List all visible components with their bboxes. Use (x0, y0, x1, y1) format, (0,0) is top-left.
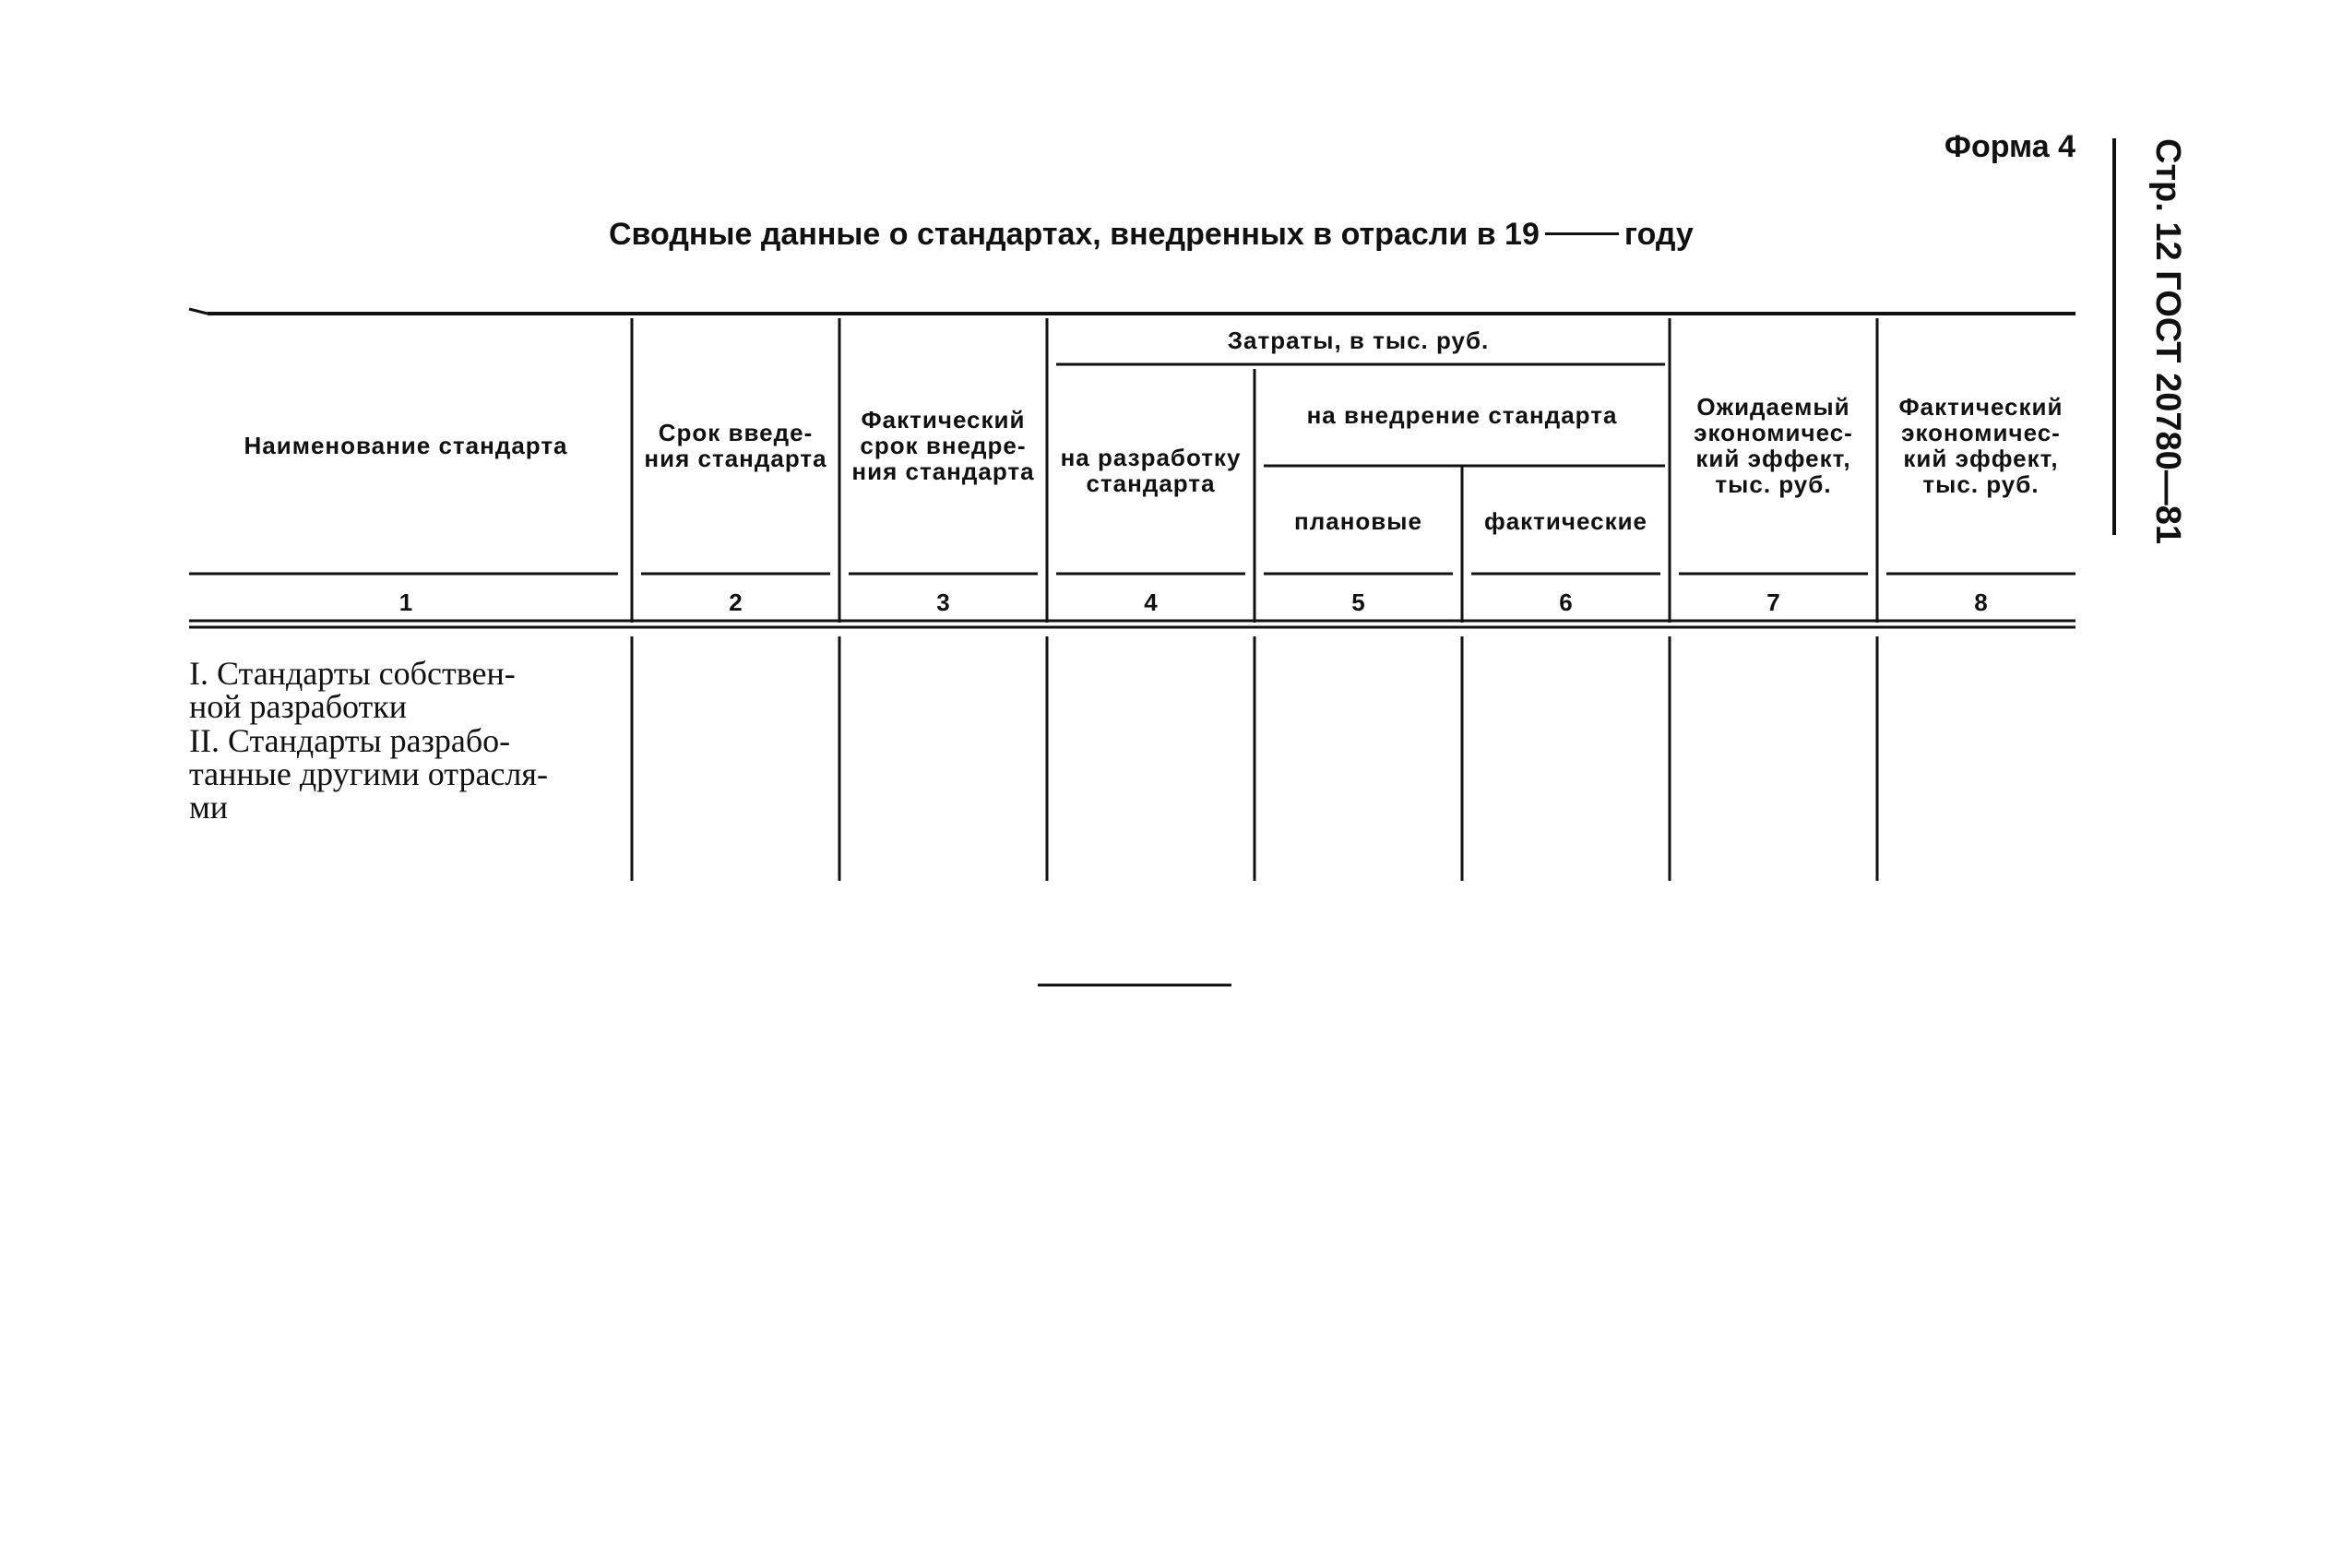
table-row-own-standards: I. Стандарты собствен- ной разработки (189, 655, 516, 725)
header-planned: плановые (1294, 507, 1422, 535)
header-deadline: Срок введе- ния стандарта (644, 418, 827, 472)
column-number: 4 (1144, 588, 1158, 616)
header-development: на разработку стандарта (1060, 444, 1242, 497)
header-actual: фактические (1483, 507, 1648, 535)
header-costs: Затраты, в тыс. руб. (1227, 327, 1490, 354)
table-row-other-standards: II. Стандарты разрабо- танные другими отрасля- ми (189, 722, 548, 826)
column-number: 7 (1766, 588, 1780, 616)
header-actual-effect: Фактический экономичес- кий эффект, тыс. руб. (1898, 392, 2063, 498)
column-number: 5 (1351, 588, 1365, 616)
page-reference: Стр. 12 ГОСТ 20780—81 (2148, 138, 2187, 545)
column-number: 6 (1559, 588, 1573, 616)
column-number: 1 (398, 588, 413, 616)
header-expected-effect: Ожидаемый экономичес- кий эффект, тыс. руб. (1694, 392, 1853, 498)
column-number: 8 (1974, 588, 1988, 616)
title-text-after: году (1623, 217, 1694, 252)
column-number: 2 (729, 588, 743, 616)
header-name: Наименование стандарта (244, 431, 568, 459)
header-implementation: на внедрение стандарта (1306, 401, 1618, 429)
column-number: 3 (936, 588, 950, 616)
form-label: Форма 4 (1944, 129, 2075, 164)
header-actual-deadline: Фактический срок внедре- ния стандарта (851, 405, 1035, 485)
title-text-before: Сводные данные о стандартах, внедренных в отрасли в 19 (609, 217, 1540, 252)
